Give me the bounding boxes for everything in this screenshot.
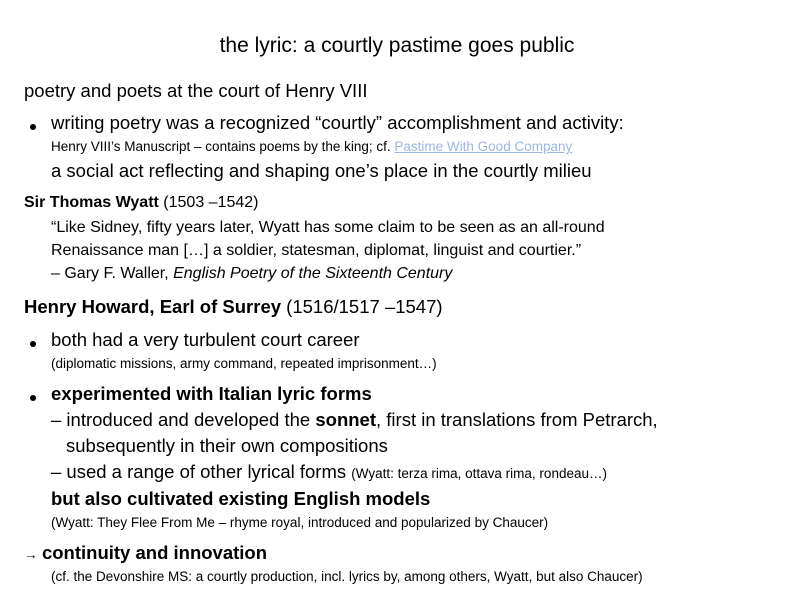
quote-line-2: Renaissance man […] a soldier, statesman, diplomat, linguist and courtier.” <box>51 242 582 259</box>
sonnet-suffix: , first in translations from Petrarch, <box>376 409 658 430</box>
quote-line-1: “Like Sidney, fifty years later, Wyatt has some claim to be seen as an all-round <box>51 219 605 236</box>
arrow-icon: → <box>24 547 38 562</box>
line-devonshire: (cf. the Devonshire MS: a courtly production, incl. lyrics by, among others, Wyatt, but also Chaucer) <box>51 569 643 584</box>
line-wyatt-heading <box>24 194 258 212</box>
line-flee-from-me: (Wyatt: They Flee From Me – rhyme royal, introduced and popularized by Chaucer) <box>51 515 549 530</box>
line-english-models: but also cultivated existing English models <box>51 488 431 509</box>
sonnet-prefix: – introduced and developed the <box>51 409 316 430</box>
slide-title: the lyric: a courtly pastime goes public <box>219 34 575 57</box>
line-writing-poetry: writing poetry was a recognized “courtly” accomplishment and activity: <box>51 112 624 133</box>
line-surrey-heading <box>24 296 443 318</box>
sonnet-word: sonnet <box>315 409 376 430</box>
line-own-compositions: subsequently in their own compositions <box>66 435 388 456</box>
bullet-icon <box>30 341 36 347</box>
quote-attribution <box>51 265 452 283</box>
bullet-icon <box>30 395 36 401</box>
manuscript-text: Henry VIII’s Manuscript – contains poems by the king; cf. <box>51 139 395 154</box>
bullet-icon <box>30 124 36 130</box>
continuity-text: continuity and innovation <box>41 542 268 563</box>
pastime-link[interactable]: Pastime With Good Company <box>394 139 573 154</box>
line-sonnet <box>51 409 658 431</box>
line-continuity <box>24 542 267 564</box>
wyatt-dates: (1503 –1542) <box>158 194 259 211</box>
other-forms-list: (Wyatt: terza rima, ottava rima, rondeau…) <box>351 466 607 481</box>
surrey-name: Henry Howard, Earl of Surrey <box>24 296 282 317</box>
line-italian-forms: experimented with Italian lyric forms <box>51 383 372 404</box>
surrey-dates: (1516/1517 –1547) <box>281 296 443 317</box>
line-henry-manuscript <box>51 139 572 154</box>
line-turbulent-career: both had a very turbulent court career <box>51 329 360 350</box>
other-forms-text: – used a range of other lyrical forms <box>51 461 352 482</box>
line-diplomatic-missions: (diplomatic missions, army command, repeated imprisonment…) <box>51 356 437 371</box>
attribution-author: – Gary F. Waller, <box>51 265 174 282</box>
attribution-book: English Poetry of the Sixteenth Century <box>173 265 453 282</box>
line-poetry-and-poets: poetry and poets at the court of Henry VIII <box>24 80 368 101</box>
line-social-act: a social act reflecting and shaping one’s place in the courtly milieu <box>51 160 592 181</box>
wyatt-name: Sir Thomas Wyatt <box>24 194 159 211</box>
line-other-forms <box>51 461 607 483</box>
